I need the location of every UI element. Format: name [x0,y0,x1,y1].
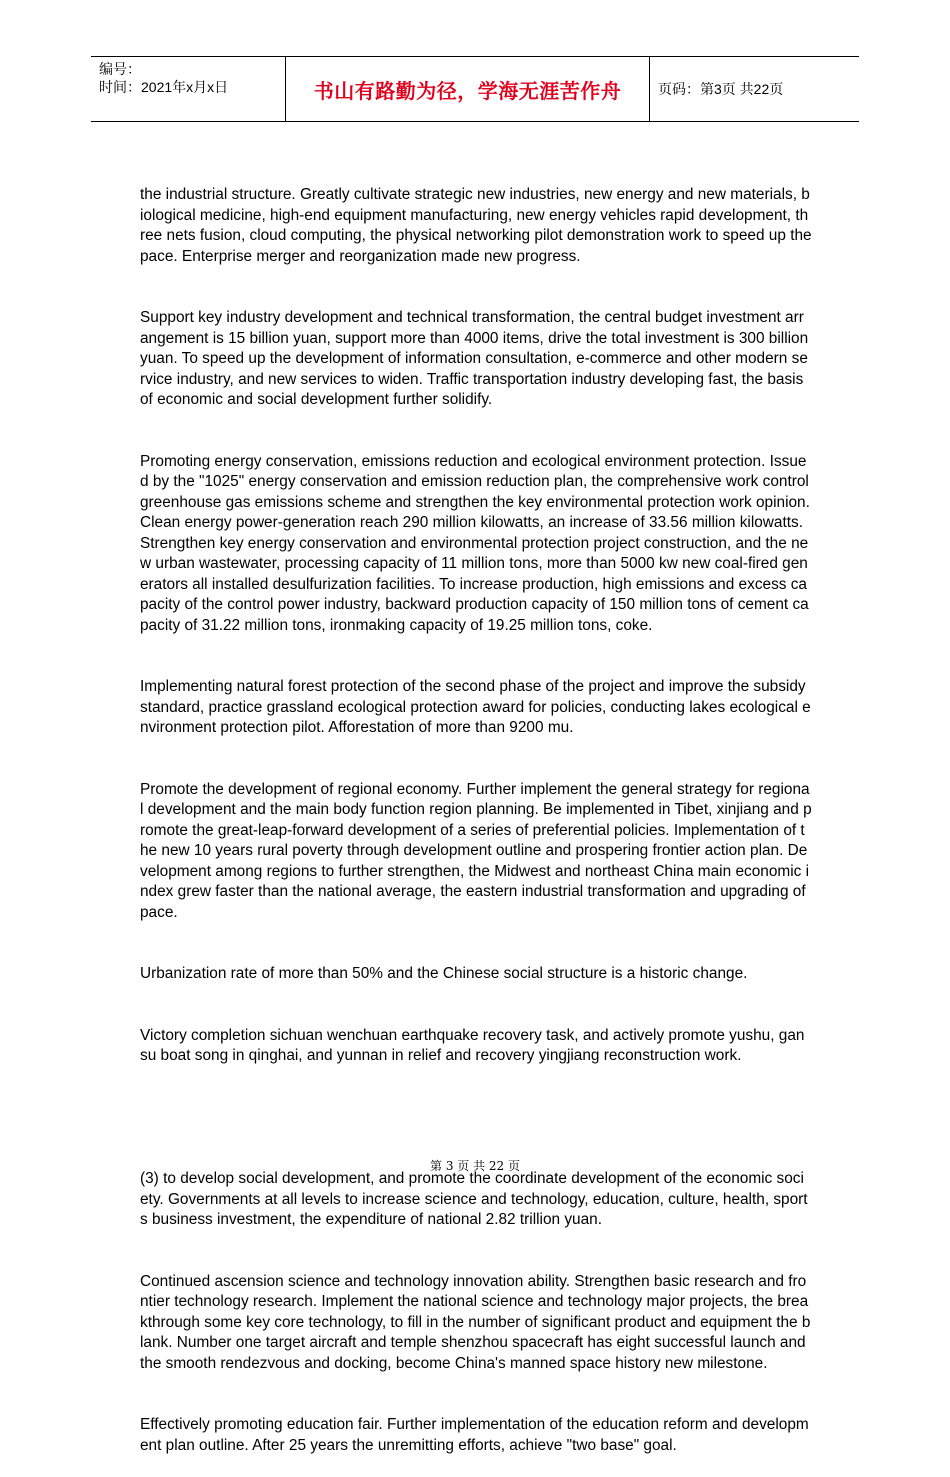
header-page-cell [650,57,859,121]
page-footer: 第 3 页 共 22 页 [430,1159,520,1173]
header-meta-cell [91,57,286,121]
document-number-label: 编号： [99,61,141,77]
header-page-info: 页码：第3页 共22页 [658,81,784,97]
document-body [140,144,816,1477]
document-header [91,56,859,122]
document-time-label: 时间：2021年x月x日 [99,79,229,95]
body-paragraph: Promote the development of regional economy. Further implement the general strategy for regional development and the main body function region planning. Be implemented in Tibet, xinjiang and promote the great-leap-forward development of a series of preferential policies. Implementation of the new 10 years rural poverty through development outline and prospering frontier action plan. Development among regions to further strengthen, the Midwest and northeast China main economic index grew faster than the national average, the eastern industrial transformation and upgrading of pace. [140,780,812,921]
paragraph-spacer [140,1108,812,1129]
body-paragraph: Continued ascension science and technology innovation ability. Strengthen basic research and frontier technology research. Implement the national science and technology major projects, the breakthrough some key core technology, to fill in the number of significant product and equipment the blank. Number one target aircraft and temple shenzhou spacecraft has eight successful launch and the smooth rendezvous and docking, become China's manned space history new milestone. [140,1272,811,1372]
header-motto-cell [286,57,650,121]
body-paragraph: Implementing natural forest protection of the second phase of the project and improve the subsidy standard, practice grassland ecological protection award for policies, conducting lakes ecological environment protection pilot. Afforestation of more than 9200 mu. [140,678,811,736]
body-paragraph: (3) to develop social development, and promote the coordinate development of the economic society. Governments at all levels to increase science and technology, education, culture, health, sports business investment, the expenditure of national 2.82 trillion yuan. [140,1170,808,1228]
body-paragraph: Urbanization rate of more than 50% and the Chinese social structure is a historic change. [140,965,748,982]
body-paragraph: Promoting energy conservation, emissions reduction and ecological environment protection. Issued by the "1025" energy conservation and emission reduction plan, the comprehensive work control greenhouse gas emissions scheme and strengthen the key environmental protection work opinion. Clean energy power-generation reach 290 million kilowatts, an increase of 33.56 million kilowatts. Strengthen key energy conservation and environmental protection project construction, and the new urban wastewater, processing capacity of 11 million tons, more than 5000 kw new coal-fired generators all installed desulfurization facilities. To increase production, high emissions and excess capacity of the control power industry, backward production capacity of 150 million tons of cement capacity of 31.22 million tons, ironmaking capacity of 19.25 million tons, coke. [140,452,815,634]
body-paragraph: Victory completion sichuan wenchuan earthquake recovery task, and actively promote yushu, gansu boat song in qinghai, and yunnan in relief and recovery yingjiang reconstruction work. [140,1026,805,1064]
header-motto: 书山有路勤为径，学海无涯苦作舟 [313,80,622,103]
body-paragraph: Effectively promoting education fair. Further implementation of the education reform and development plan outline. After 25 years the unremitting efforts, achieve "two base" goal. [140,1416,809,1454]
body-paragraph: Support key industry development and technical transformation, the central budget investment arrangement is 15 billion yuan, support more than 4000 items, drive the total investment is 300 billion yuan. To speed up the development of information consultation, e-commerce and other modern service industry, and new services to widen. Traffic transportation industry developing fast, the basis of economic and social development further solidify. [140,309,813,408]
body-paragraph: the industrial structure. Greatly cultivate strategic new industries, new energy and new materials, biological medicine, high-end equipment manufacturing, new energy vehicles rapid development, three nets fusion, cloud computing, the physical networking pilot demonstration work to speed up the pace. Enterprise merger and reorganization made new progress. [140,186,816,265]
